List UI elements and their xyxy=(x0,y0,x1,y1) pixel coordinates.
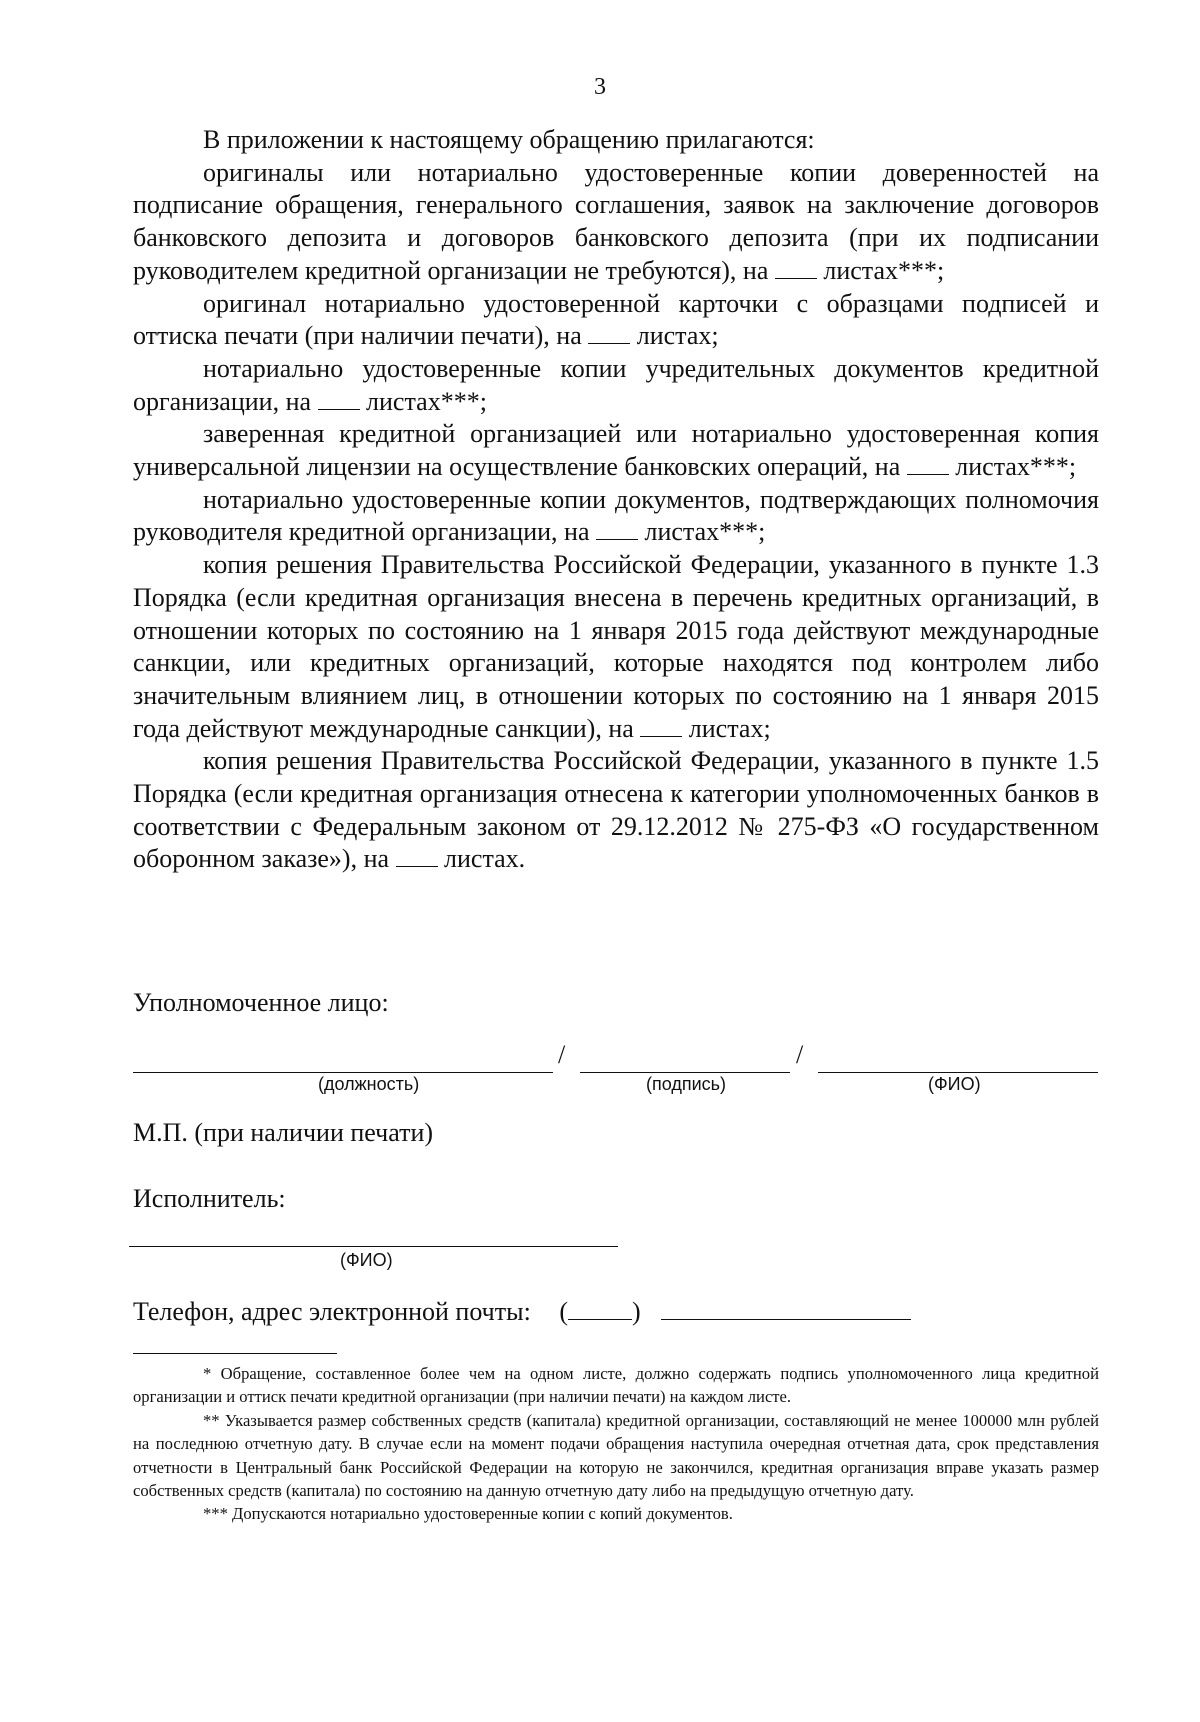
authorized-person-label: Уполномоченное лицо: xyxy=(133,988,389,1017)
signature-caption: (подпись) xyxy=(646,1074,727,1094)
page-number: 3 xyxy=(594,74,606,100)
sheet-count-blank xyxy=(596,517,638,540)
position-field[interactable] xyxy=(133,1072,553,1073)
signature-field[interactable] xyxy=(580,1072,790,1073)
contact-line: Телефон, адрес электронной почты: ( ) xyxy=(133,1297,911,1327)
full-name-field[interactable] xyxy=(818,1072,1098,1073)
position-caption: (должность) xyxy=(318,1074,420,1094)
attachment-item: оригиналы или нотариально удостоверенные копии доверенностей на подписание обращения, генерального соглашения, заявок на заключение договоров банковского депозита и договоров банковского депозита (при их подписании руководителем кредитной организации не требуются), на листах***; xyxy=(133,157,1099,285)
footnote: ** Указывается размер собственных средств (капитала) кредитной организации, составляющий не менее 100000 млн рублей на последнюю отчетную дату. В случае если на момент подачи обращения наступила очередная отчетная дата, срок представления отчетности в Центральный банк Российской Федерации на которую не закончился, кредитная организация вправе указать размер собственных средств (капитала) по состоянию на данную отчетную дату либо на предыдущую отчетную дату. xyxy=(133,1410,1099,1501)
sheet-count-blank xyxy=(588,321,630,344)
attachments-intro: В приложении к настоящему обращению прилагаются: xyxy=(203,125,815,154)
attachment-item: копия решения Правительства Российской Федерации, указанного в пункте 1.5 Порядка (если кредитная организация отнесена к категории уполномоченных банков в соответствии с Федеральным законом от 29.12.2012 № 275-ФЗ «О государственном оборонном заказе»), на листах. xyxy=(133,746,1099,874)
attachment-item: заверенная кредитной организацией или нотариально удостоверенная копия универсальной лицензии на осуществление банковских операций, на листах***; xyxy=(133,419,1099,482)
sheet-count-blank xyxy=(640,714,682,737)
footnote: *** Допускаются нотариально удостоверенные копии с копий документов. xyxy=(203,1504,733,1524)
stamp-note: М.П. (при наличии печати) xyxy=(133,1118,434,1147)
attachment-item: нотариально удостоверенные копии учредительных документов кредитной организации, на листах***; xyxy=(133,353,1099,416)
contact-label: Телефон, адрес электронной почты: xyxy=(133,1297,531,1326)
sheet-count-blank xyxy=(396,844,438,867)
footnotes xyxy=(133,1362,1099,1526)
sheet-count-blank xyxy=(907,452,949,475)
executor-name-field[interactable] xyxy=(129,1246,618,1247)
executor-label: Исполнитель: xyxy=(133,1184,286,1213)
footnote: * Обращение, составленное более чем на одном листе, должно содержать подпись уполномоченного лица кредитной организации и оттиск печати кредитной организации (при наличии печати) на каждом листе. xyxy=(133,1364,1099,1407)
footnote-divider xyxy=(133,1353,337,1354)
attachment-item: нотариально удостоверенные копии документов, подтверждающих полномочия руководителя кредитной организации, на листах***; xyxy=(133,484,1099,547)
separator: / xyxy=(796,1040,804,1069)
separator: / xyxy=(558,1040,566,1069)
phone-code-field[interactable] xyxy=(568,1297,632,1320)
attachment-item: копия решения Правительства Российской Федерации, указанного в пункте 1.3 Порядка (если кредитная организация внесена в перечень кредитных организаций, в отношении которых по состоянию на 1 января 2015 года действуют международные санкции, или кредитных организаций, которые находятся под контролем либо значительным влиянием лиц, в отношении которых по состоянию на 1 января 2015 года действуют международные санкции), на листах; xyxy=(133,550,1099,743)
attachment-item: оригинал нотариально удостоверенной карточки с образцами подписей и оттиска печати (при наличии печати), на листах; xyxy=(133,288,1099,351)
phone-email-field[interactable] xyxy=(661,1297,911,1320)
sheet-count-blank xyxy=(775,256,817,279)
executor-name-caption: (ФИО) xyxy=(340,1250,393,1270)
full-name-caption: (ФИО) xyxy=(928,1074,981,1094)
attachments-list xyxy=(133,124,1099,876)
sheet-count-blank xyxy=(318,387,360,410)
